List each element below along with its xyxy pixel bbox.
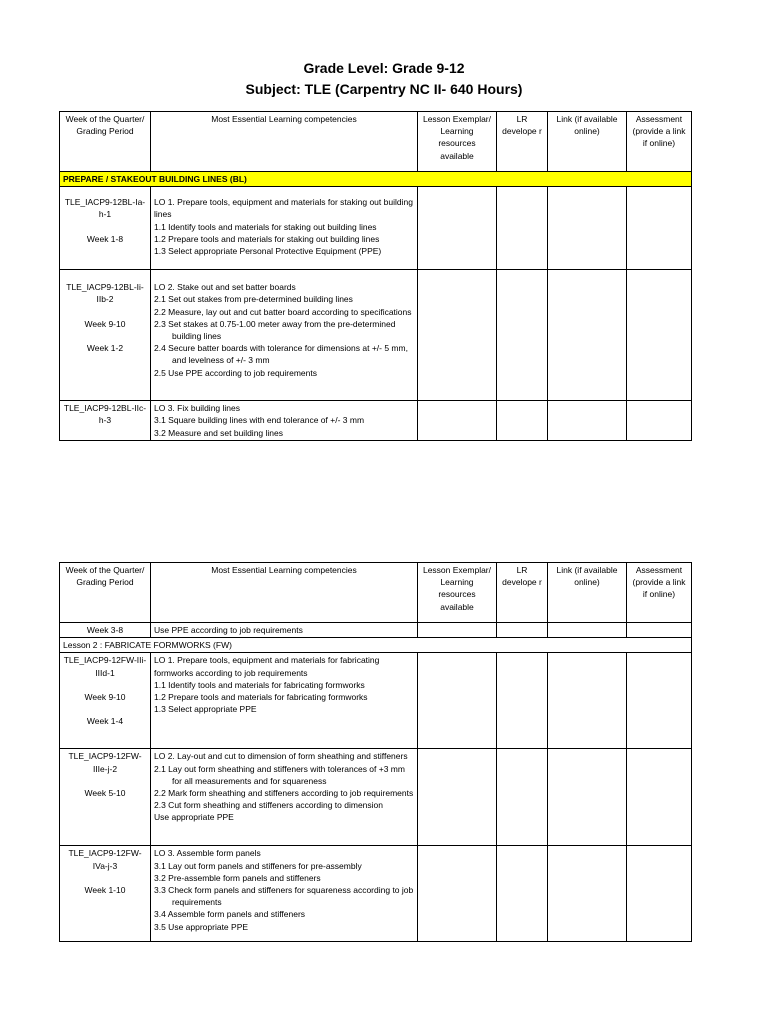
competency-item: Use appropriate PPE — [154, 812, 234, 823]
table-row — [60, 623, 692, 638]
section-band: PREPARE / STAKEOUT BUILDING LINES (BL) — [60, 172, 692, 187]
col-header-mel: Most Essential Learning competencies — [151, 563, 418, 623]
competency-item: 3.4 Assemble form panels and stiffeners — [154, 909, 306, 920]
competency-item: 2.1 Set out stakes from pre-determined building lines — [154, 294, 353, 305]
competency-item: 1.3 Select appropriate Personal Protective Equipment (PPE) — [154, 246, 382, 257]
lo-heading: LO 1. Prepare tools, equipment and materials for staking out building lines — [154, 197, 413, 220]
competency-item: 2.2 Mark form sheathing and stiffeners according to job requirements — [154, 788, 414, 799]
competency-item: 1.2 Prepare tools and materials for fabricating formworks — [154, 692, 368, 703]
competency-item: 2.2 Measure, lay out and cut batter board according to specifications — [154, 306, 412, 317]
week-label: Week 1-10 — [84, 884, 126, 895]
col-header-assessment: Assessment (provide a link if online) — [627, 563, 692, 623]
week-label: Week 1-2 — [86, 342, 124, 353]
competency-item: Use PPE according to job requirements — [151, 623, 418, 638]
competency-item: 3.3 Check form panels and stiffeners for squareness according to job requirements — [154, 885, 414, 908]
competency-item: 2.3 Set stakes at 0.75-1.00 meter away from the pre-determined building lines — [154, 318, 396, 342]
competency-code: TLE_IACP9-12BL-IIc-h-3 — [63, 403, 147, 426]
table-row — [60, 846, 692, 942]
col-header-mel: Most Essential Learning competencies — [151, 112, 418, 172]
week-label: Week 1-8 — [86, 233, 124, 244]
week-label: Week 3-8 — [60, 623, 151, 638]
competency-table-2 — [59, 562, 692, 942]
table-row — [60, 749, 692, 846]
col-header-link: Link (if available online) — [548, 563, 627, 623]
competency-item: 3.1 Lay out form panels and stiffeners for pre-assembly — [154, 860, 362, 871]
competency-table-1 — [59, 111, 692, 441]
col-header-lesson: Lesson Exemplar/ Learning resources available — [418, 563, 497, 623]
competency-item: 3.2 Pre-assemble form panels and stiffeners — [154, 872, 321, 883]
competency-item: 2.3 Cut form sheathing and stiffeners according to dimension — [154, 800, 384, 811]
col-header-link: Link (if available online) — [548, 112, 627, 172]
week-label: Week 9-10 — [84, 691, 126, 702]
lo-heading: LO 2. Lay-out and cut to dimension of form sheathing and stiffeners — [154, 751, 408, 762]
grade-level-title: Grade Level: Grade 9-12 — [303, 60, 465, 76]
competency-item: 3.5 Use appropriate PPE — [154, 921, 249, 932]
table-row — [60, 653, 692, 749]
week-label: Week 9-10 — [84, 318, 126, 329]
week-label: Week 5-10 — [84, 787, 126, 798]
competency-item: 1.2 Prepare tools and materials for staking out building lines — [154, 233, 380, 244]
competency-item: 2.5 Use PPE according to job requirements — [154, 367, 318, 378]
table-row — [60, 401, 692, 441]
table-row — [60, 270, 692, 401]
competency-code: TLE_IACP9-12FW-IVa-j-3 — [68, 848, 142, 871]
col-header-lesson: Lesson Exemplar/ Learning resources available — [418, 112, 497, 172]
competency-item: 1.1 Identify tools and materials for staking out building lines — [154, 221, 377, 232]
lo-heading: LO 3. Assemble form panels — [154, 848, 261, 859]
competency-item: 3.2 Measure and set building lines — [154, 427, 283, 438]
col-header-lr: LR develope r — [497, 112, 548, 172]
competency-code: TLE_IACP9-12BL-Ii-IIb-2 — [66, 282, 144, 305]
col-header-assessment: Assessment (provide a link if online) — [627, 112, 692, 172]
col-header-week: Week of the Quarter/ Grading Period — [60, 112, 151, 172]
section-band: Lesson 2 : FABRICATE FORMWORKS (FW) — [60, 638, 692, 653]
lo-heading: LO 2. Stake out and set batter boards — [154, 282, 296, 293]
competency-code: TLE_IACP9-12FW-IIIe-j-2 — [68, 751, 142, 774]
lo-heading: LO 3. Fix building lines — [154, 403, 240, 414]
competency-item: 1.1 Identify tools and materials for fabricating formworks — [154, 679, 365, 690]
competency-code: TLE_IACP9-12BL-Ia-h-1 — [64, 197, 146, 220]
subject-title: Subject: TLE (Carpentry NC II- 640 Hours) — [245, 81, 523, 97]
competency-item: 3.1 Square building lines with end tolerance of +/- 3 mm — [154, 415, 365, 426]
table-row — [60, 187, 692, 270]
competency-item: 2.4 Secure batter boards with tolerance for dimensions at +/- 5 mm, and levelness of +/- 3 mm — [154, 343, 408, 366]
competency-code: TLE_IACP9-12FW-IIi-IIId-1 — [63, 655, 147, 678]
competency-item: 2.1 Lay out form sheathing and stiffeners with tolerances of +3 mm for all measurements and for squareness — [154, 763, 405, 786]
col-header-lr: LR develope r — [497, 563, 548, 623]
week-label: Week 1-4 — [86, 716, 124, 727]
competency-item: 1.3 Select appropriate PPE — [154, 704, 257, 715]
lo-heading: LO 1. Prepare tools, equipment and materials for fabricating formworks according to job requirements — [154, 655, 380, 678]
col-header-week: Week of the Quarter/ Grading Period — [60, 563, 151, 623]
